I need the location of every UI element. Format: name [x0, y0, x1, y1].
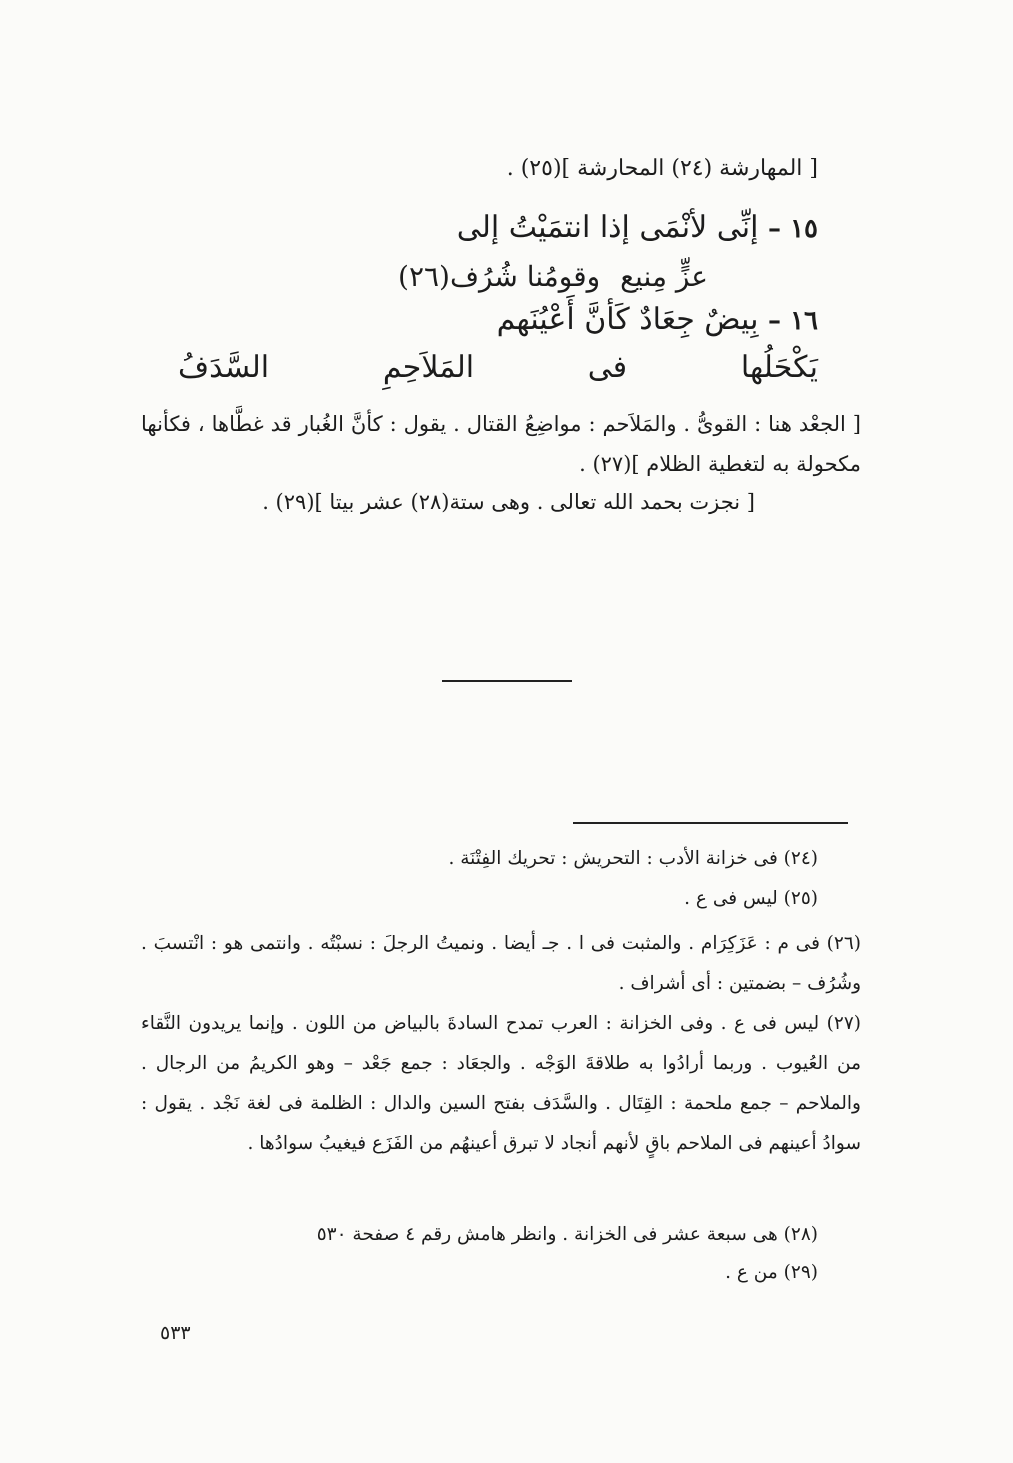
gloss-paragraph: [ الجعْد هنا : القوىُّ . والمَلاَحم : مواضِعُ القتال . يقول : كأنَّ الغُبار قد غطَّاها ، فكأنها مكحولة به لتغطية الظلام ](٢٧) . — [141, 412, 861, 476]
verse-15-second-hemistich-a: عزٍّ مِنيع — [620, 260, 708, 293]
verse-16-second-hemistich-b: فى — [587, 350, 628, 385]
verse-16-line2 — [178, 350, 818, 385]
verse-15-line2 — [178, 260, 818, 293]
header-note: [ المهارشة (٢٤) المحارشة ](٢٥) . — [506, 156, 818, 181]
verse-15-second-hemistich-b: وقومُنا شُرُف(٢٦) — [398, 260, 601, 293]
footnote-27: (٢٧) ليس فى ع . وفى الخزانة : العرب تمدح السادةَ بالبياض من اللون . وإنما يريدون النَّقاء من العُيوب . وربما أرادُوا به طلاقةَ الوَجْه . والجعَاد : جمع جَعْد – وهو الكريمُ من الرجال . والملاحم – جمع ملحمة : القِتَال . والسَّدَف بفتح السين والدال : الظلمة فى لغة نَجْد . يقول : سوادُ أعينهم فى الملاحم باقٍ لأنهم أنجاد لا تبرق أعينهُم من الفَزَع فيغيبُ سوادُها . — [141, 1013, 861, 1154]
verse-15-line1 — [457, 210, 818, 245]
verse-16-number: ١٦ – — [768, 306, 818, 336]
colophon: [ نجزت بحمد الله تعالى . وهى ستة(٢٨) عشر بيتا ](٢٩) . — [262, 490, 755, 514]
section-divider — [442, 680, 572, 682]
verse-16-second-hemistich-d: السَّدَفُ — [178, 350, 270, 385]
footnote-divider — [573, 822, 848, 824]
footnote-25: (٢٥) ليس فى ع . — [684, 888, 818, 909]
page-number: ٥٣٣ — [160, 1322, 191, 1344]
footnote-26: (٢٦) فى م : عَزَكِرَام . والمثبت فى ا . جـ أيضا . ونميتُ الرجلَ : نسبْتُه . وانتمى هو : انْتسبَ . وشُرُف – بضمتين : أى أشراف . — [141, 933, 861, 994]
verse-15-number: ١٥ – — [768, 214, 818, 244]
verse-16-first-hemistich: بِيضٌ جِعَادٌ كَأنَّ أَعْيُنَهم — [496, 302, 759, 337]
verse-16-second-hemistich-a: يَكْحَلُها — [740, 350, 818, 385]
footnote-29: (٢٩) من ع . — [725, 1262, 818, 1283]
footnote-24: (٢٤) فى خزانة الأدب : التحريش : تحريك الفِتْنَة . — [448, 848, 818, 869]
verse-15-first-hemistich: إنِّى لأنْمَى إذا انتمَيْتُ إلى — [456, 210, 759, 245]
verse-16-second-hemistich-c: المَلاَحِمِ — [382, 350, 475, 385]
footnote-28: (٢٨) هى سبعة عشر فى الخزانة . وانظر هامش رقم ٤ صفحة ٥٣٠ — [316, 1224, 818, 1245]
verse-16-line1 — [497, 302, 818, 337]
